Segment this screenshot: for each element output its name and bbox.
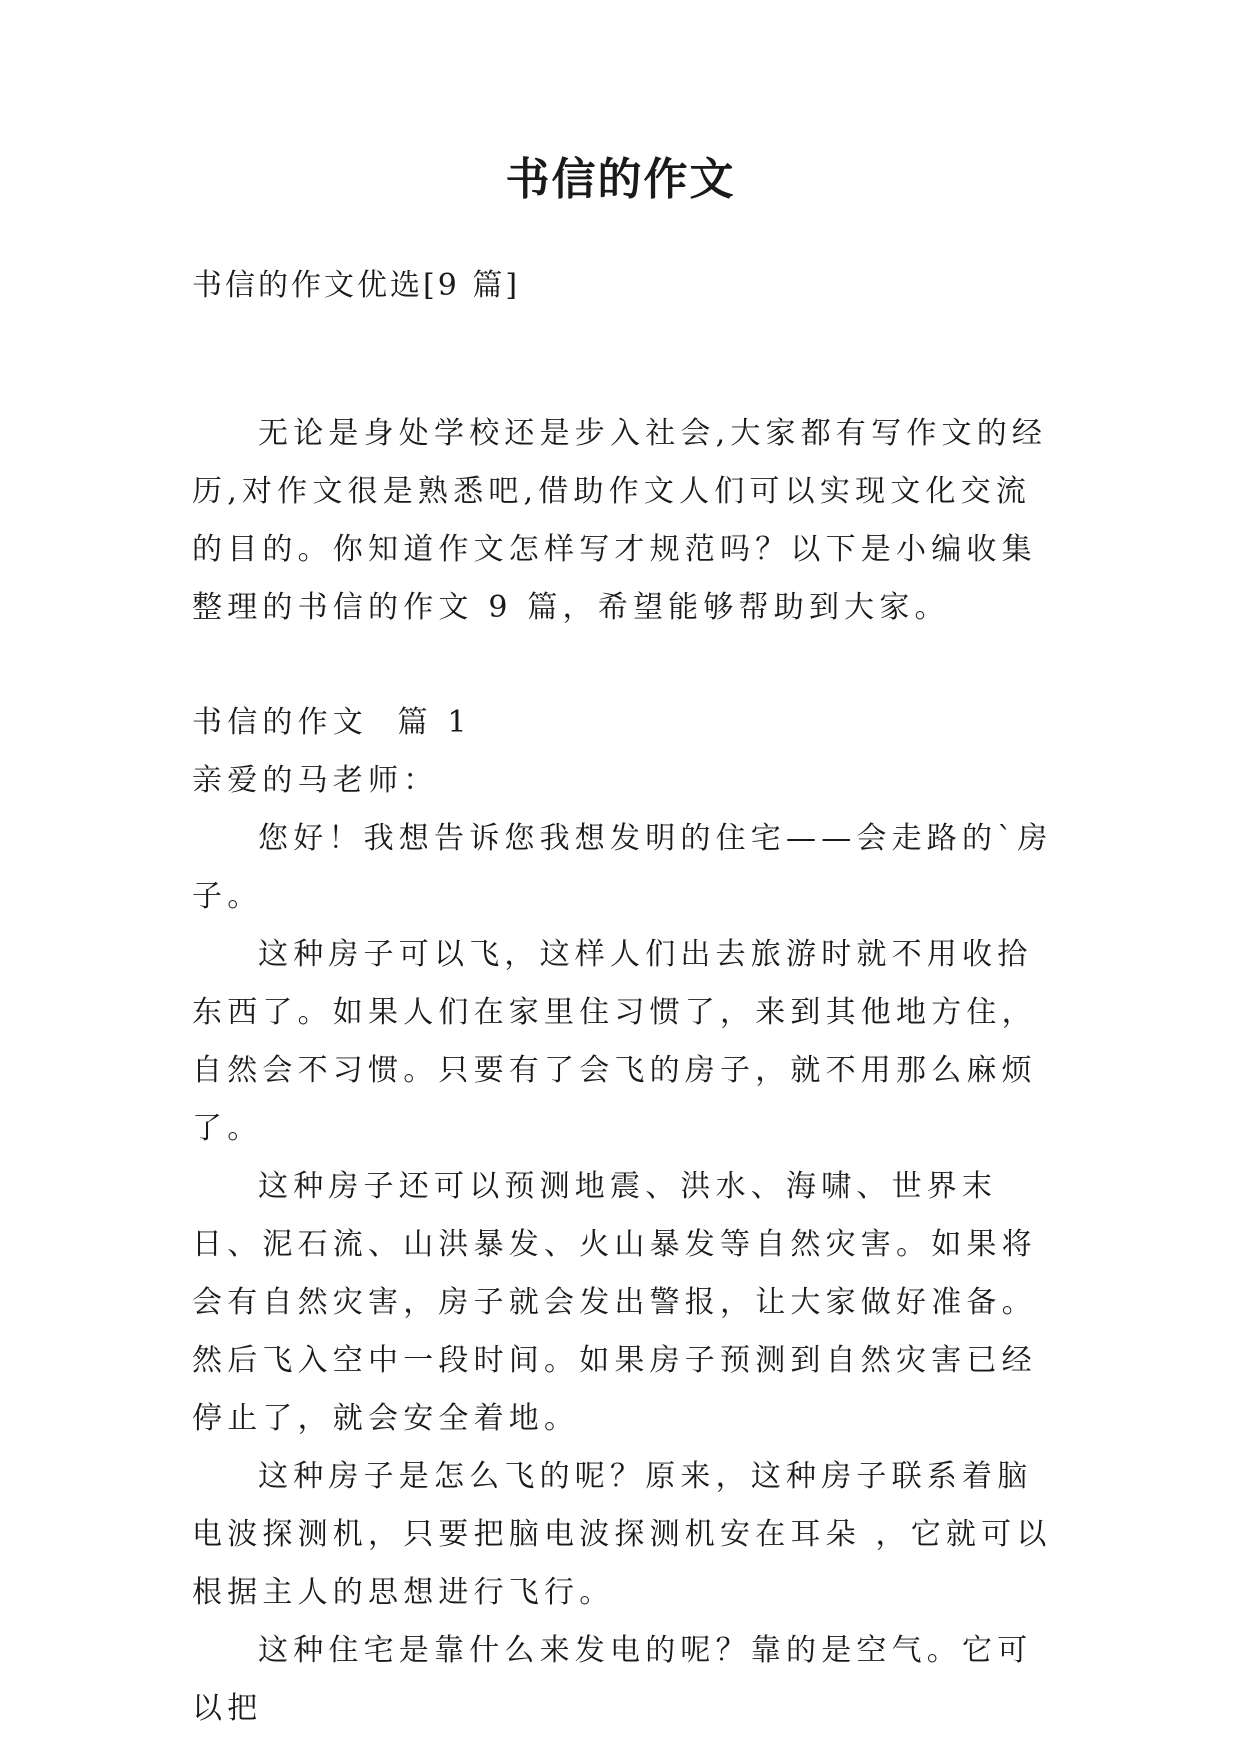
article-paragraph: 这种住宅是靠什么来发电的呢？靠的是空气。它可以把 <box>192 1633 1033 1726</box>
article-paragraph: 这种房子可以飞，这样人们出去旅游时就不用收拾东西了。如果人们在家里住习惯了，来到其他地方住，自然会不习惯。只要有了会飞的房子，就不用那么麻烦了。 <box>192 937 1037 1146</box>
article-paragraph: 这种房子是怎么飞的呢？原来，这种房子联系着脑电波探测机，只要把脑电波探测机安在耳朵 ，它就可以根据主人的思想进行飞行。 <box>192 1459 1052 1610</box>
article-heading: 书信的作文 篇 1 <box>192 705 472 740</box>
document-title: 书信的作文 <box>505 154 736 205</box>
article-salutation: 亲爱的马老师： <box>192 763 439 798</box>
intro-section <box>192 405 1062 637</box>
document-subtitle: 书信的作文优选[9 篇] <box>192 268 521 303</box>
article-paragraph: 您好！我想告诉您我想发明的住宅——会走路的`房子。 <box>192 821 1053 914</box>
article-section <box>192 694 1062 1738</box>
intro-paragraph: 无论是身处学校还是步入社会,大家都有写作文的经历,对作文很是熟悉吧,借助作文人们可以实现文化交流的目的。你知道作文怎样写才规范吗？以下是小编收集整理的书信的作文 9 篇，希望能够帮助到大家。 <box>192 416 1048 625</box>
article-paragraph: 这种房子还可以预测地震、洪水、海啸、世界末日、泥石流、山洪暴发、火山暴发等自然灾害。如果将会有自然灾害，房子就会发出警报，让大家做好准备。然后飞入空中一段时间。如果房子预测到自然灾害已经停止了，就会安全着地。 <box>192 1169 1037 1436</box>
